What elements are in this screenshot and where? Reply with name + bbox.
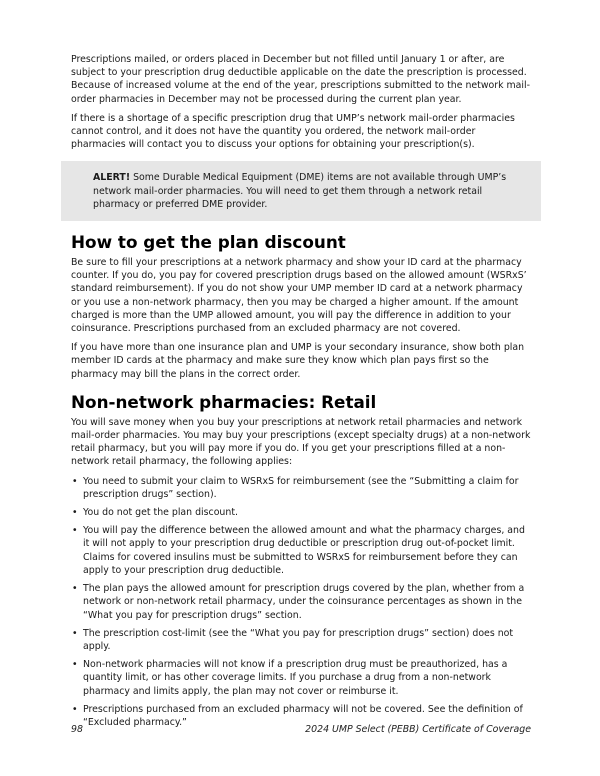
list-item [71,524,531,577]
list-item-text: You will pay the difference between the allowed amount and what the pharmacy charges, and it will not apply to your prescription drug deductible or prescription drug out-of-pocket limit. Claims for covered insulins must be submitted to WSRxS for reimbursement before they can apply to your prescription drug deductible. [83,525,525,576]
list-item-text: You do not get the plan discount. [83,507,238,519]
footer-title: 2024 UMP Select (PEBB) Certificate of Coverage [305,724,531,735]
bullet-icon: • [72,475,78,487]
bullet-icon: • [72,583,78,595]
bullet-icon: • [72,507,78,519]
alert-body: Some Durable Medical Equipment (DME) items are not available through UMP’s network mail-order pharmacies. You will need to get them through a network retail pharmacy or preferred DME provider. [93,172,507,210]
intro-paragraph-1: Prescriptions mailed, or orders placed in December but not filled until January 1 or after, are subject to your prescription drug deductible applicable on the date the prescription is processed. Because of increased volume at the end of the year, prescriptions submitted to the network mail-order pharmacies in December may not be processed during the current plan year. [71,54,530,105]
list-item-text: Prescriptions purchased from an excluded pharmacy will not be covered. See the definition of “Excluded pharmacy.” [83,703,523,728]
list-item-text: The prescription cost-limit (see the “What you pay for prescription drugs” section) does not apply. [83,627,514,652]
bullet-icon: • [72,703,78,715]
list-item [71,506,531,519]
section-heading-non-network: Non-network pharmacies: Retail [71,391,377,412]
plan-discount-paragraph-1: Be sure to fill your prescriptions at a network pharmacy and show your ID card at the pharmacy counter. If you do, you pay for covered prescription drugs based on the allowed amount (WSRxS’ standard reimbursement). If you do not show your UMP member ID card at a network pharmacy or you use a non-network pharmacy, then you may be charged a higher amount. If the amount charged is more than the UMP allowed amount, you will pay the difference in addition to your coinsurance. Prescriptions purchased from an excluded pharmacy are not covered. [71,257,527,335]
intro-paragraph-2: If there is a shortage of a specific prescription drug that UMP’s network mail-order pharmacies cannot control, and it does not have the quantity you ordered, the network mail-order pharmacies will contact you to discuss your options for obtaining your prescription(s). [71,112,515,151]
list-item-text: The plan pays the allowed amount for prescription drugs covered by the plan, whether from a network or non-network retail pharmacy, under the coinsurance percentages as shown in the “What you pay for prescription drugs” section. [83,583,525,621]
page-number: 98 [71,724,83,735]
list-item-text: You need to submit your claim to WSRxS for reimbursement (see the “Submitting a claim for prescription drugs” section). [83,475,519,500]
non-network-bullet-list [71,475,531,729]
section-heading-plan-discount: How to get the plan discount [71,232,346,253]
list-item [71,582,531,622]
plan-discount-paragraph-2: If you have more than one insurance plan and UMP is your secondary insurance, show both plan member ID cards at the pharmacy and make sure they know which plan pays first so the pharmacy may bill the plans in the correct order. [71,342,525,380]
non-network-intro: You will save money when you buy your prescriptions at network retail pharmacies and network mail-order pharmacies. You may buy your prescriptions (except specialty drugs) at a non-network retail pharmacy, but you will pay more if you do. If you get your prescriptions filled at a non-network retail pharmacy, the following applies: [71,416,531,468]
bullet-icon: • [72,525,78,537]
alert-text [93,171,511,211]
bullet-icon: • [72,659,78,671]
bullet-icon: • [72,627,78,639]
alert-label: ALERT! [93,172,131,184]
alert-box [61,161,541,221]
page-content [71,53,531,734]
list-item [71,475,531,501]
list-item [71,627,531,653]
list-item [71,658,531,698]
list-item-text: Non-network pharmacies will not know if a prescription drug must be preauthorized, has a quantity limit, or has other coverage limits. If you purchase a drug from a non-network pharmacy and limits apply, the plan may not cover or reimburse it. [83,659,508,697]
